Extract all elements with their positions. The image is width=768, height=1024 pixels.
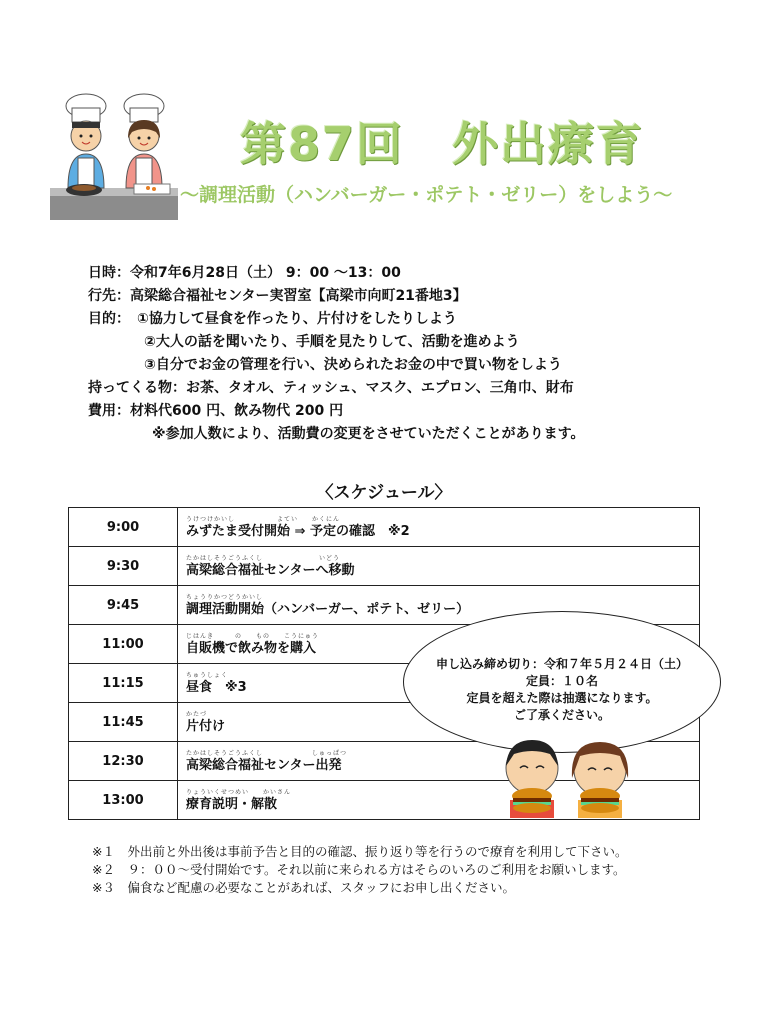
schedule-activity [178, 508, 700, 547]
info-purpose-1: 目的： ①協力して昼食を作ったり、片付けをしたりしよう [88, 311, 457, 327]
schedule-time: 12:30 [69, 742, 178, 781]
activity-ruby: うけつけかいし よてい かくにん [186, 515, 341, 523]
activity-ruby: りょういくせつめい かいさん [186, 788, 292, 796]
deadline-speech-bubble [403, 611, 721, 753]
schedule-time: 11:00 [69, 625, 178, 664]
activity-text: 自販機で飲み物を購入 [186, 640, 317, 656]
activity-ruby: たかはしそうごうふくし いどう [186, 554, 341, 562]
info-purpose-2: ②大人の話を聞いたり、手順を見たりして、活動を進めよう [144, 334, 520, 350]
activity-text: 高梁総合福祉センター出発 [186, 757, 342, 773]
schedule-activity [178, 547, 700, 586]
info-cost: 費用：材料代600 円、飲み物代 200 円 [88, 403, 344, 419]
schedule-time: 9:00 [69, 508, 178, 547]
activity-ruby: ちょうりかつどうかいし [186, 593, 264, 601]
info-place: 行先：高梁総合福祉センター実習室【高梁市向町21番地3】 [88, 288, 467, 304]
schedule-time: 11:15 [69, 664, 178, 703]
footnotes [92, 843, 627, 897]
activity-ruby: ちゅうしょく [186, 671, 229, 679]
activity-text: 高梁総合福祉センターへ移動 [186, 562, 355, 578]
page-title: 第87回 外出療育 [240, 117, 645, 171]
activity-ruby: たかはしそうごうふくし しゅっぱつ [186, 749, 348, 757]
footnote-2: ※２ ９：００～受付開始です。それ以前に来られる方はそらのいろのご利用をお願いします。 [92, 862, 626, 877]
footnote-3: ※３ 偏食など配慮の必要なことがあれば、スタッフにお申し出ください。 [92, 880, 515, 895]
schedule-time: 9:45 [69, 586, 178, 625]
activity-text: 調理活動開始（ハンバーガー、ポテト、ゼリー） [186, 601, 470, 617]
info-purpose-3: ③自分でお金の管理を行い、決められたお金の中で買い物をしよう [144, 357, 562, 373]
chefs-cooking-illustration [44, 92, 184, 228]
activity-text: みずたま受付開始 ⇒ 予定の確認 ※2 [186, 523, 410, 539]
page-subtitle: ～調理活動（ハンバーガー・ポテト・ゼリー）をしよう～ [180, 184, 673, 206]
activity-text: 昼食 ※3 [186, 679, 247, 695]
activity-text: 片付け [186, 718, 226, 734]
table-row [69, 547, 700, 586]
schedule-time: 9:30 [69, 547, 178, 586]
bubble-capacity: 定員：１０名 [525, 674, 598, 688]
schedule-time: 11:45 [69, 703, 178, 742]
event-info [88, 262, 585, 446]
activity-ruby: かたづ [186, 710, 208, 718]
schedule-time: 13:00 [69, 781, 178, 820]
table-row [69, 508, 700, 547]
footnote-1: ※１ 外出前と外出後は事前予告と目的の確認、振り返り等を行うので療育を利用して下さい。 [92, 844, 628, 859]
schedule-title: 〈スケジュール〉 [316, 483, 452, 503]
bubble-lottery-note: 定員を超えた際は抽選になります。 [466, 691, 658, 705]
bubble-deadline: 申し込み締め切り：令和７年５月２４日（土） [435, 657, 688, 671]
activity-text: 療育説明・解散 [186, 796, 278, 812]
kids-burger-illustration [496, 738, 640, 818]
info-items: 持ってくる物：お茶、タオル、ティッシュ、マスク、エプロン、三角巾、財布 [88, 380, 574, 396]
activity-ruby: じはんき の もの こうにゅう [186, 632, 319, 640]
info-cost-note: ※参加人数により、活動費の変更をさせていただくことがあります。 [152, 426, 585, 442]
bubble-thanks: ご了承ください。 [513, 708, 610, 722]
info-datetime: 日時：令和7年6月28日（土） 9：00 ～13：00 [88, 265, 401, 281]
